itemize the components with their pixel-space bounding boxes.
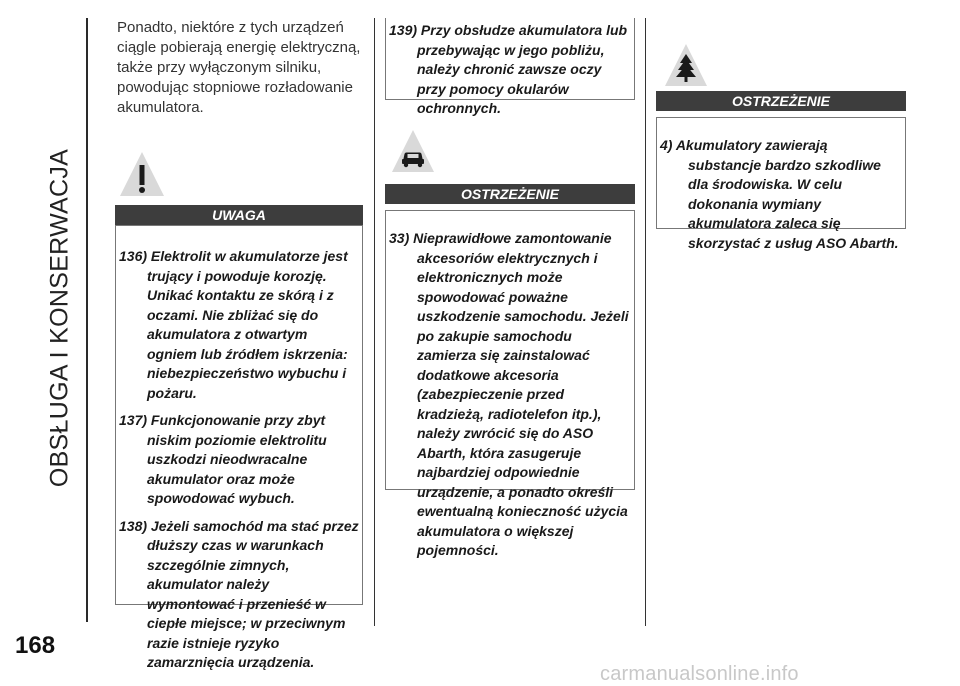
caution-items xyxy=(119,247,359,681)
car-warning-icon xyxy=(390,128,436,174)
vehicle-warning-title-bar: OSTRZEŻENIE xyxy=(385,184,635,204)
side-rule xyxy=(86,18,88,622)
environment-warning-title-bar: OSTRZEŻENIE xyxy=(656,91,906,111)
caution-continued xyxy=(389,21,631,127)
column-divider xyxy=(645,18,646,626)
column-divider xyxy=(374,18,375,626)
caution-item: 137) Funkcjonowanie przy zbyt niskim poziomie elektrolitu uszkodzi nieodwracalne akumulator oraz może spowodować wybuch. xyxy=(119,412,327,506)
environment-warning-text xyxy=(660,136,904,261)
caution-title-bar: UWAGA xyxy=(115,205,363,225)
footer-watermark: carmanualsonline.info xyxy=(600,663,799,685)
warning-item: 33) Nieprawidłowe zamontowanie akcesoriów elektrycznych i elektronicznych może spowodować poważne uszkodzenie samochodu. Jeżeli po zakupie samochodu zamierza się zainstalować dodatkowe akcesoria (zabezpieczenie przed kradzieżą, radiotelefon itp.), należy zwrócić się do ASO Abarth, która zasugeruje najbardziej odpowiednie urządzenie, a ponadto określi ewentualną konieczność użycia akumulatora o większej pojemności. xyxy=(389,230,629,558)
tree-environment-icon xyxy=(663,42,709,88)
warning-item: 4) Akumulatory zawierają substancje bardzo szkodliwe dla środowiska. W celu dokonania wymiany akumulatora zaleca się skorzystać z usług ASO Abarth. xyxy=(660,137,899,251)
exclamation-triangle-icon xyxy=(118,150,166,198)
vehicle-warning-text xyxy=(389,229,633,569)
caution-item: 136) Elektrolit w akumulatorze jest trujący i powoduje korozję. Unikać kontaktu ze skórą i z oczami. Nie zbliżać się do akumulatora z otwartym ogniem lub źródłem iskrzenia: niebezpieczeństwo wybuchu i pożaru. xyxy=(119,248,348,401)
page-number: 168 xyxy=(15,632,56,659)
caution-item: 139) Przy obsłudze akumulatora lub przebywając w jego pobliżu, należy chronić zawsze oczy przy pomocy okularów ochronnych. xyxy=(389,22,628,116)
intro-paragraph: Ponadto, niektóre z tych urządzeń ciągle pobierają energię elektryczną, także przy wyłączonym silniku, powodując stopniowe rozładowanie akumulatora. xyxy=(117,19,361,116)
caution-item: 138) Jeżeli samochód ma stać przez dłuższy czas w warunkach szczególnie zimnych, akumulator należy wymontować i przenieść w ciepłe miejsce; w przeciwnym razie istnieje ryzyko zamarznięcia urządzenia. xyxy=(119,517,359,670)
